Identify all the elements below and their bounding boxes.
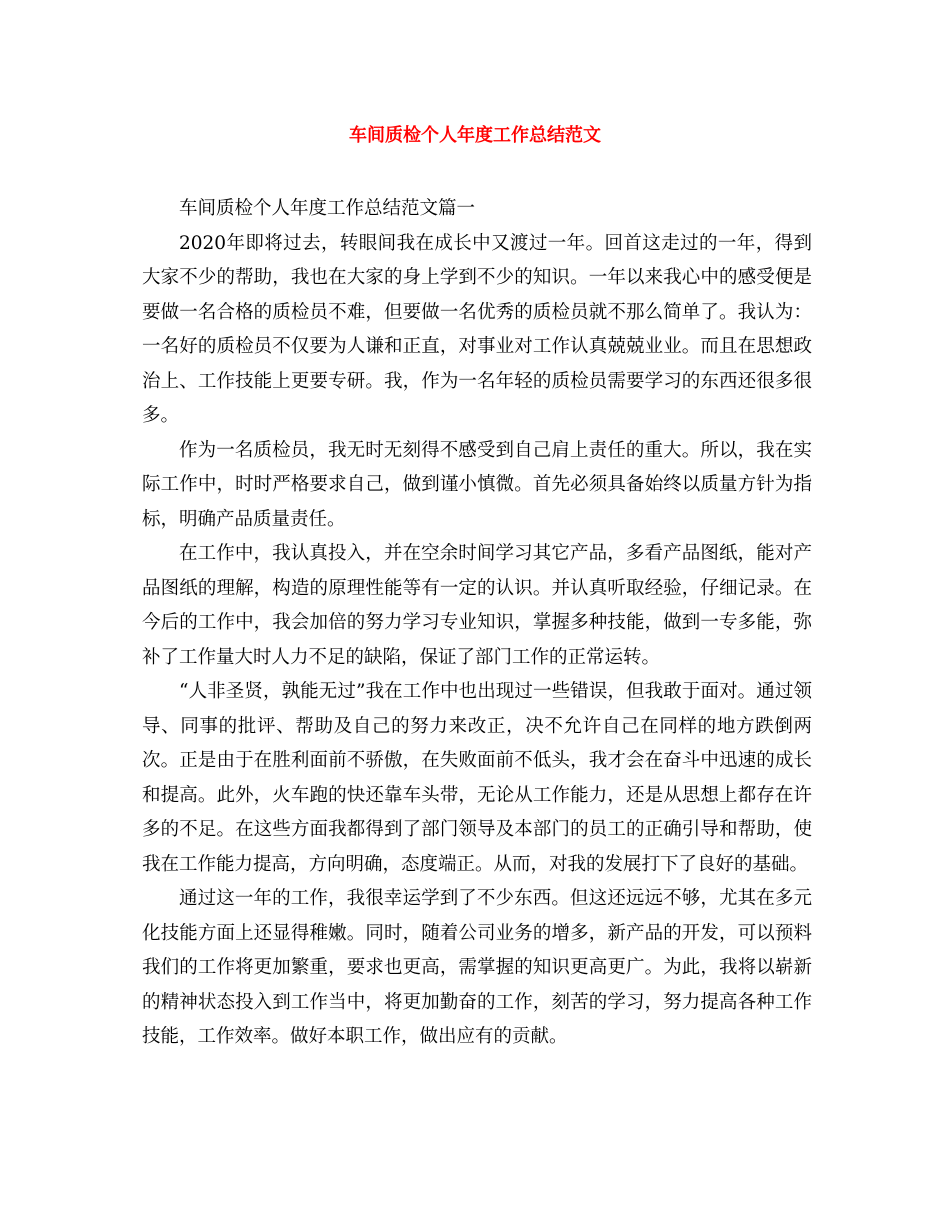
paragraph-1: 2020年即将过去，转眼间我在成长中又渡过一年。回首这走过的一年，得到大家不少的帮助，我也在大家的身上学到不少的知识。一年以来我心中的感受便是要做一名合格的质检员不难，但要做一名优秀的质检员就不那么简单了。我认为：一名好的质检员不仅要为人谦和正直，对事业对工作认真兢兢业业。而且在思想政治上、工作技能上更要专研。我，作为一名年轻的质检员需要学习的东西还很多很多。: [142, 232, 812, 426]
paragraph-5: 通过这一年的工作，我很幸运学到了不少东西。但这还远远不够，尤其在多元化技能方面上还显得稚嫩。同时，随着公司业务的增多，新产品的开发，可以预料我们的工作将更加繁重，要求也更高，需掌握的知识更高更广。为此，我将以崭新的精神状态投入到工作当中，将更加勤奋的工作，刻苦的学习，努力提高各种工作技能，工作效率。做好本职工作，做出应有的贡献。: [142, 888, 812, 1047]
paragraph-4: “人非圣贤，孰能无过”我在工作中也出现过一些错误，但我敢于面对。通过领导、同事的批评、帮助及自己的努力来改正，决不允许自己在同样的地方跌倒两次。正是由于在胜利面前不骄傲，在失败面前不低头，我才会在奋斗中迅速的成长和提高。此外，火车跑的快还靠车头带，无论从工作能力，还是从思想上都存在许多的不足。在这些方面我都得到了部门领导及本部门的员工的正确引导和帮助，使我在工作能力提高，方向明确，态度端正。从而，对我的发展打下了良好的基础。: [142, 681, 812, 875]
section-heading: 车间质检个人年度工作总结范文篇一: [179, 198, 476, 219]
document-title: 车间质检个人年度工作总结范文: [349, 125, 601, 146]
paragraph-3: 在工作中，我认真投入，并在空余时间学习其它产品，多看产品图纸，能对产品图纸的理解，构造的原理性能等有一定的认识。并认真听取经验，仔细记录。在今后的工作中，我会加倍的努力学习专业知识，掌握多种技能，做到一专多能，弥补了工作量大时人力不足的缺陷，保证了部门工作的正常运转。: [142, 543, 812, 668]
document-body: [142, 192, 812, 1055]
paragraph-2: 作为一名质检员，我无时无刻得不感受到自己肩上责任的重大。所以，我在实际工作中，时时严格要求自己，做到谨小慎微。首先必须具备始终以质量方针为指标，明确产品质量责任。: [142, 439, 812, 530]
